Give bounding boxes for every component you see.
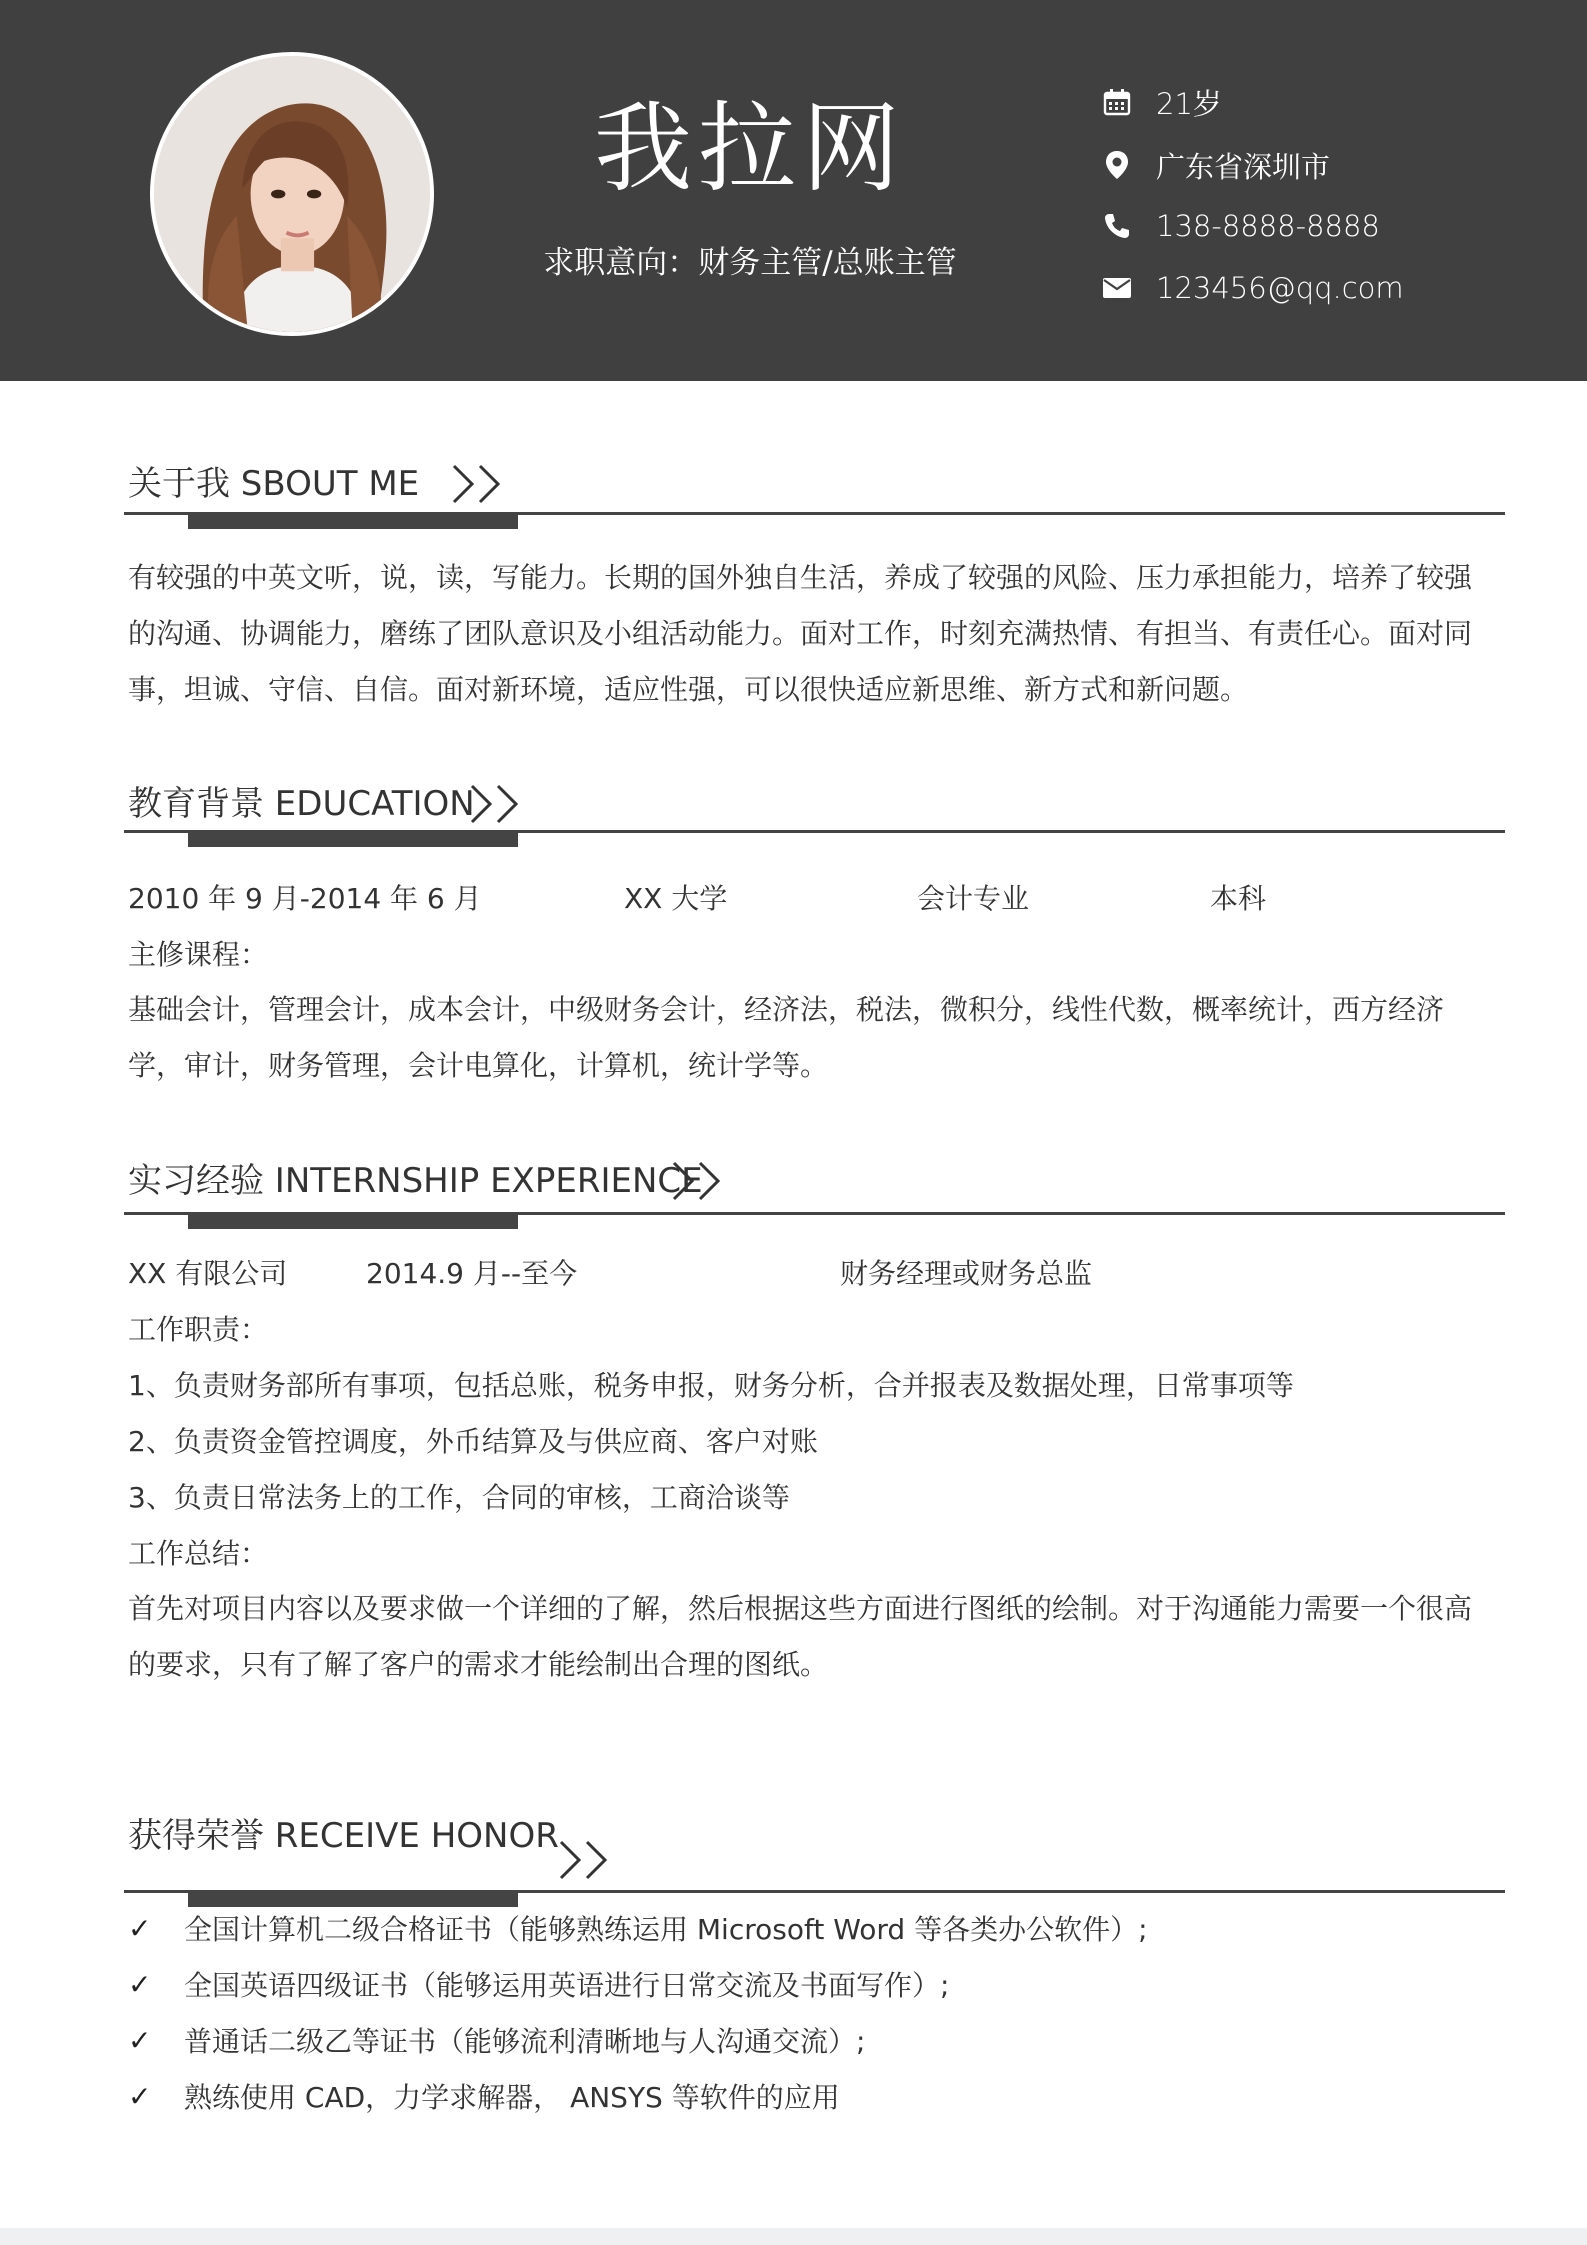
header-banner (0, 0, 1587, 381)
email-text: 123456@qq.com (1156, 271, 1404, 305)
honor-text: 全国英语四级证书（能够运用英语进行日常交流及书面写作）; (184, 1969, 950, 2002)
phone-text: 138-8888-8888 (1156, 209, 1380, 243)
section-accent-bar (188, 515, 518, 529)
location-pin-icon (1100, 148, 1134, 182)
internship-section-title: 实习经验 INTERNSHIP EXPERIENCE (128, 1161, 703, 1201)
honor-text: 普通话二级乙等证书（能够流利清晰地与人沟通交流）; (184, 2025, 866, 2058)
phone-icon (1100, 209, 1134, 243)
section-accent-bar (188, 1215, 518, 1229)
internship-position: 财务经理或财务总监 (840, 1257, 1093, 1290)
calendar-icon (1100, 85, 1134, 119)
duty-item: 3、负责日常法务上的工作，合同的审核，工商洽谈等 (128, 1481, 790, 1514)
honor-item (128, 2076, 840, 2116)
contact-age (1100, 80, 1540, 124)
about-section-title: 关于我 SBOUT ME (128, 464, 420, 504)
internship-period: 2014.9 月--至今 (366, 1257, 578, 1290)
honor-item (128, 1964, 949, 2004)
contact-phone (1100, 204, 1540, 248)
checkmark-icon: ✓ (128, 2023, 152, 2057)
honor-item (128, 2020, 865, 2060)
about-paragraph: 有较强的中英文听，说，读，写能力。长期的国外独自生活，养成了较强的风险、压力承担能力，培养了较强的沟通、协调能力，磨练了团队意识及小组活动能力。面对工作，时刻充满热情、有担当、有责任心。面对同事，坦诚、守信、自信。面对新环境，适应性强，可以很快适应新思维、新方式和新问题。 (128, 561, 1473, 706)
mail-icon (1100, 271, 1134, 305)
education-major: 会计专业 (917, 882, 1030, 915)
summary-label: 工作总结： (128, 1537, 269, 1570)
education-degree: 本科 (1210, 882, 1267, 915)
education-period: 2010 年 9 月-2014 年 6 月 (128, 882, 482, 915)
internship-company: XX 有限公司 (128, 1257, 288, 1290)
summary-text: 首先对项目内容以及要求做一个详细的了解，然后根据这些方面进行图纸的绘制。对于沟通能力需要一个很高的要求，只有了解了客户的需求才能绘制出合理的图纸。 (128, 1592, 1473, 1681)
duty-item: 2、负责资金管控调度，外币结算及与供应商、客户对账 (128, 1425, 818, 1458)
checkmark-icon: ✓ (128, 1911, 152, 1945)
honor-text: 全国计算机二级合格证书（能够熟练运用 Microsoft Word 等各类办公软件）; (184, 1913, 1148, 1946)
education-section-title: 教育背景 EDUCATION (128, 784, 475, 824)
section-accent-bar (188, 833, 518, 847)
location-text: 广东省深圳市 (1156, 149, 1331, 184)
double-chevron-icon (555, 1838, 615, 1882)
checkmark-icon: ✓ (128, 1967, 152, 2001)
duty-item: 1、负责财务部所有事项，包括总账，税务申报，财务分析，合并报表及数据处理，日常事项等 (128, 1369, 1294, 1402)
duties-label: 工作职责： (128, 1313, 269, 1346)
education-school: XX 大学 (624, 882, 728, 915)
checkmark-icon: ✓ (128, 2079, 152, 2113)
honor-section-title: 获得荣誉 RECEIVE HONOR (128, 1816, 559, 1856)
job-intent: 求职意向：财务主管/总账主管 (543, 245, 957, 281)
courses-label: 主修课程： (128, 938, 269, 971)
double-chevron-icon (668, 1159, 728, 1203)
honor-item (128, 1908, 1148, 1948)
portrait-image (154, 56, 430, 332)
courses-text: 基础会计，管理会计，成本会计，中级财务会计，经济法，税法，微积分，线性代数，概率统计，西方经济学，审计，财务管理，会计电算化，计算机，统计学等。 (128, 993, 1445, 1082)
contact-location (1100, 143, 1540, 187)
candidate-name: 我拉网 (593, 92, 906, 206)
double-chevron-icon (466, 782, 526, 826)
honor-text: 熟练使用 CAD，力学求解器， ANSYS 等软件的应用 (184, 2081, 840, 2114)
page-bottom-band (0, 2228, 1587, 2245)
profile-photo (150, 52, 434, 336)
contact-email (1100, 266, 1540, 310)
double-chevron-icon (448, 462, 508, 506)
age-text: 21岁 (1156, 86, 1222, 121)
section-accent-bar (188, 1893, 518, 1907)
